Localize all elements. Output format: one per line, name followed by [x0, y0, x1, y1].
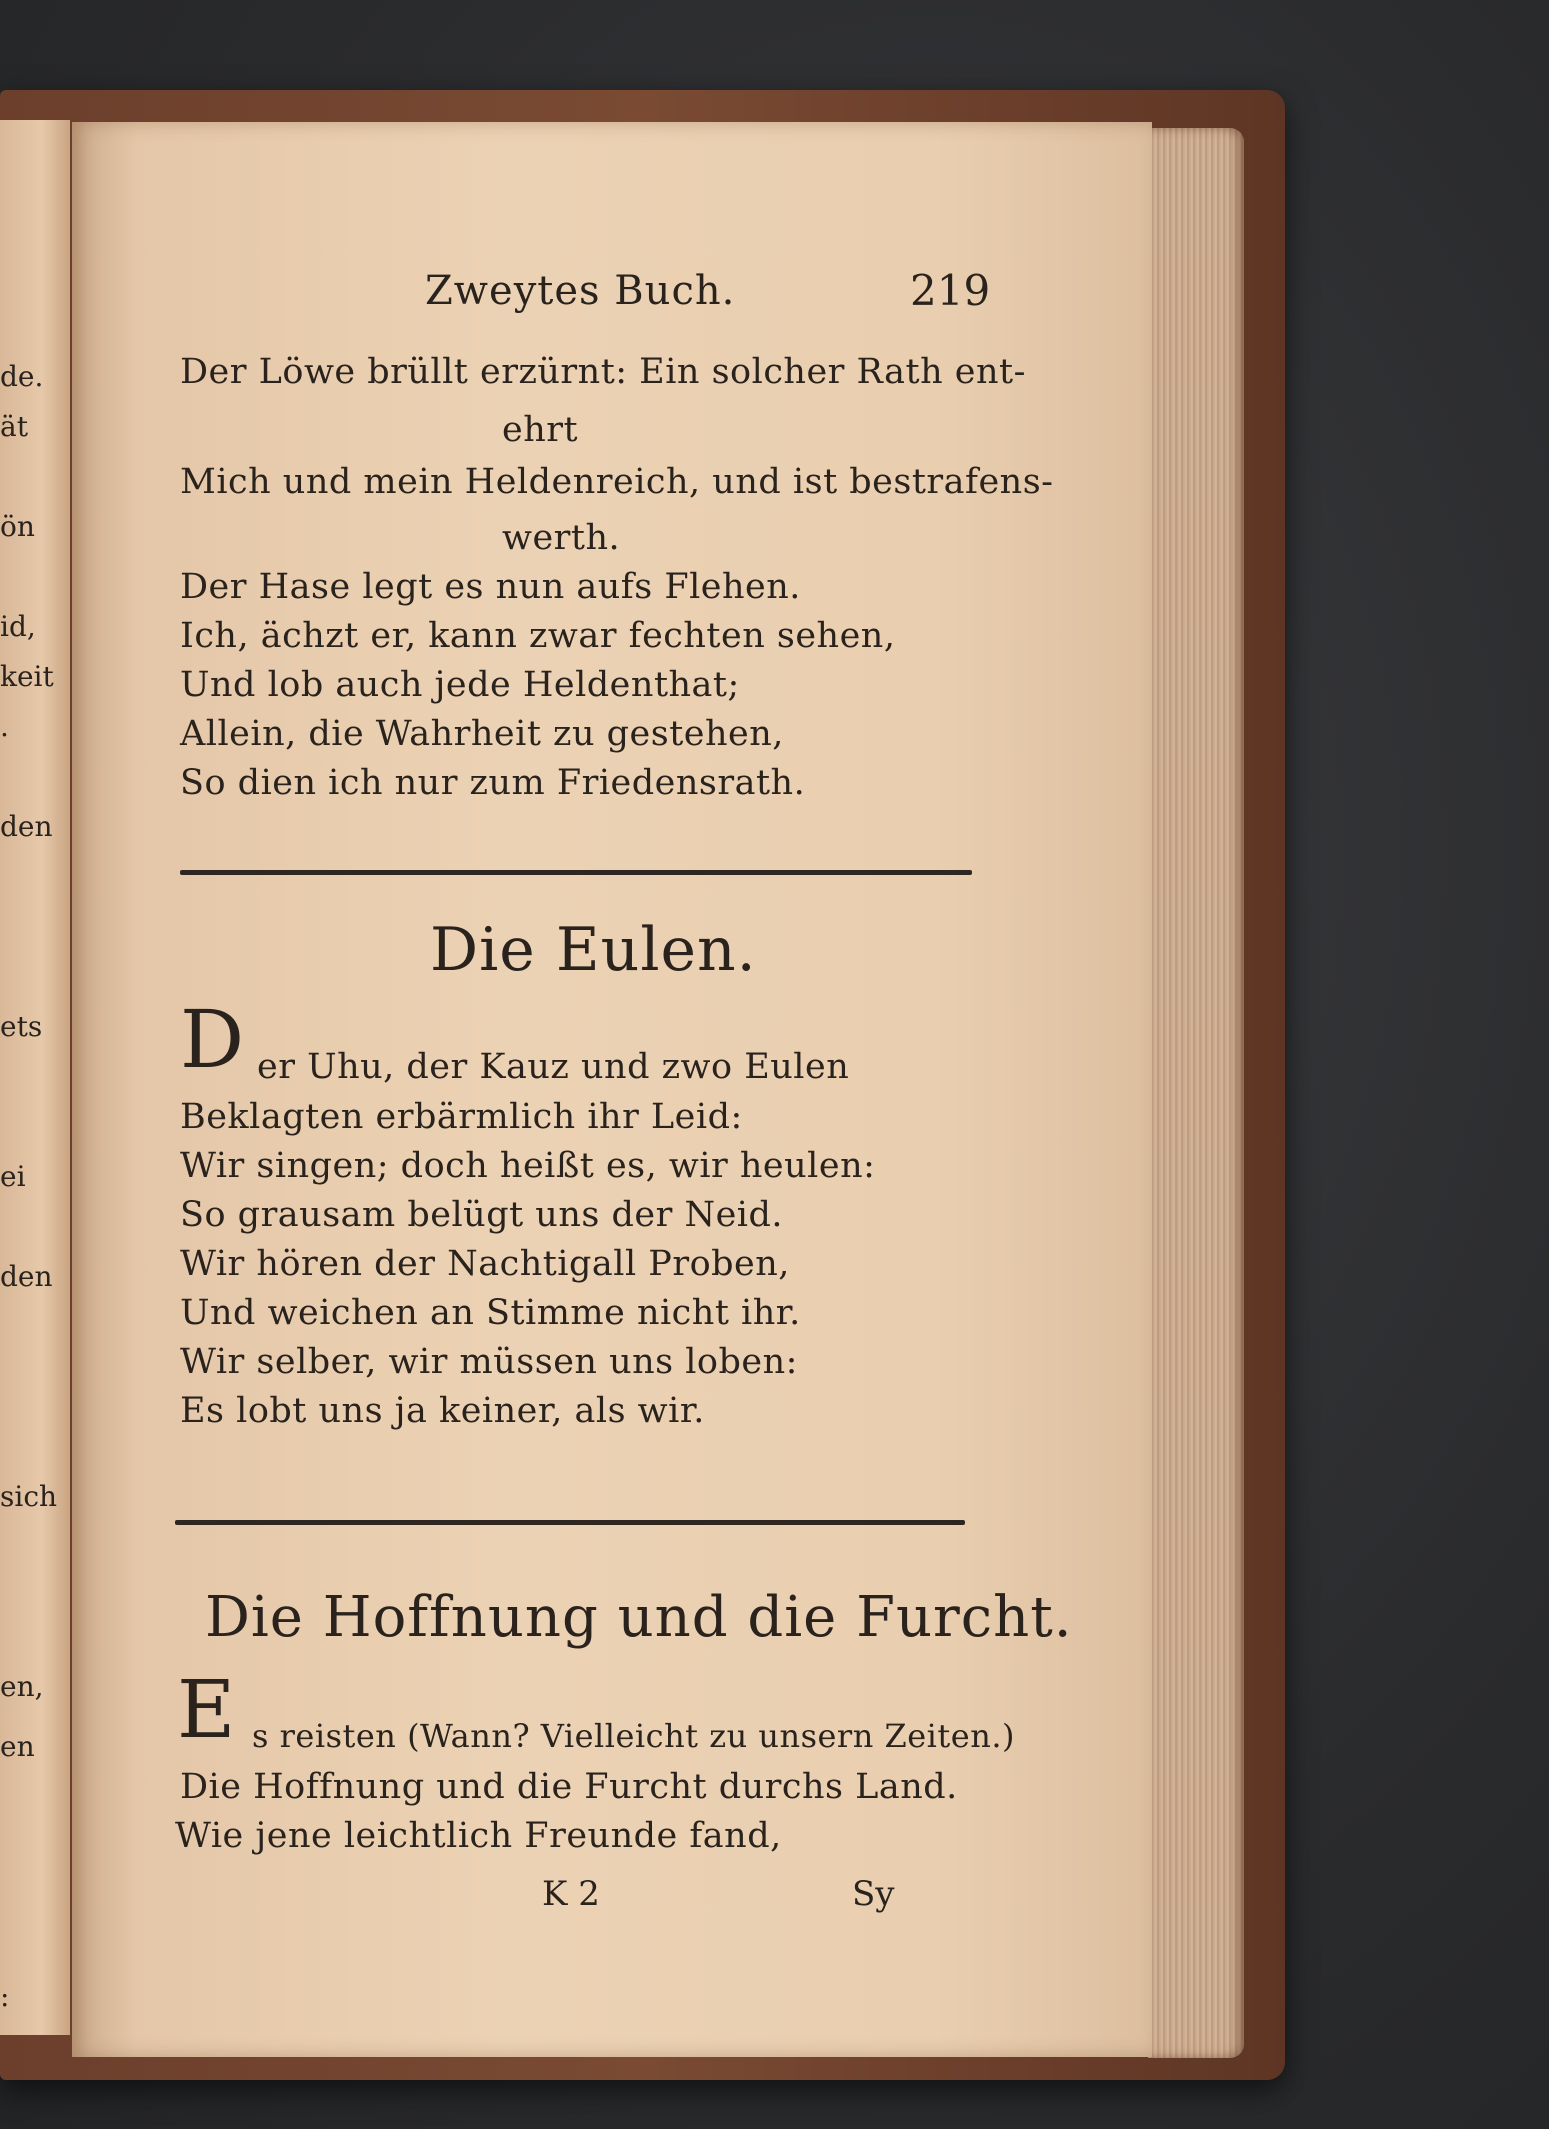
- signature-mark: K 2: [542, 1874, 600, 1914]
- verse-line: So grausam belügt uns der Neid.: [180, 1195, 784, 1235]
- verse-line: werth.: [502, 518, 621, 558]
- verse-line: So dien ich nur zum Friedensrath.: [180, 763, 806, 803]
- verse-line: Mich und mein Heldenreich, und ist bestrafens-: [180, 462, 1054, 502]
- margin-fragment: :: [0, 1980, 10, 2013]
- margin-fragment: ät: [0, 410, 28, 443]
- verse-line: Die Hoffnung und die Furcht durchs Land.: [180, 1767, 958, 1807]
- section-divider: [175, 1520, 965, 1525]
- margin-fragment: ei: [0, 1160, 26, 1193]
- drop-cap: E: [177, 1663, 236, 1756]
- verse-line: Der Hase legt es nun aufs Flehen.: [180, 567, 801, 607]
- drop-cap: D: [180, 993, 245, 1086]
- page-number: 219: [910, 266, 991, 315]
- left-page-fragment: [0, 120, 70, 2035]
- catchword: Sy: [852, 1874, 895, 1914]
- margin-fragment: ön: [0, 510, 35, 543]
- running-head: Zweytes Buch.: [425, 268, 736, 314]
- margin-fragment: de.: [0, 360, 44, 393]
- verse-line: Ich, ächzt er, kann zwar fechten sehen,: [180, 616, 896, 656]
- verse-line: Es lobt uns ja keiner, als wir.: [180, 1391, 705, 1431]
- poem-title: Die Hoffnung und die Furcht.: [205, 1585, 1073, 1650]
- verse-line: Wir hören der Nachtigall Proben,: [180, 1244, 790, 1284]
- margin-fragment: .: [0, 710, 9, 743]
- margin-fragment: den: [0, 1260, 53, 1293]
- poem-title: Die Eulen.: [430, 915, 757, 985]
- margin-fragment: en,: [0, 1670, 44, 1703]
- verse-line: Wir selber, wir müssen uns loben:: [180, 1342, 798, 1382]
- verse-line: Und weichen an Stimme nicht ihr.: [180, 1293, 801, 1333]
- margin-fragment: keit: [0, 660, 54, 693]
- verse-line: Wie jene leichtlich Freunde fand,: [175, 1816, 782, 1856]
- margin-fragment: den: [0, 810, 53, 843]
- verse-line: Der Löwe brüllt erzürnt: Ein solcher Rath ent-: [180, 352, 1026, 392]
- verse-line: Beklagten erbärmlich ihr Leid:: [180, 1097, 743, 1137]
- verse-line: Und lob auch jede Heldenthat;: [180, 665, 740, 705]
- verse-line: Allein, die Wahrheit zu gestehen,: [180, 714, 784, 754]
- margin-fragment: ets: [0, 1010, 43, 1043]
- book-page: [72, 122, 1152, 2057]
- verse-line: ehrt: [502, 410, 579, 450]
- margin-fragment: en: [0, 1730, 35, 1763]
- verse-line: s reisten (Wann? Vielleicht zu unsern Zeiten.): [252, 1717, 1015, 1755]
- verse-line: er Uhu, der Kauz und zwo Eulen: [257, 1047, 850, 1087]
- margin-fragment: sich: [0, 1480, 58, 1513]
- page-edges: [1148, 128, 1244, 2058]
- section-divider: [180, 870, 972, 875]
- verse-line: Wir singen; doch heißt es, wir heulen:: [180, 1146, 876, 1186]
- margin-fragment: id,: [0, 610, 36, 643]
